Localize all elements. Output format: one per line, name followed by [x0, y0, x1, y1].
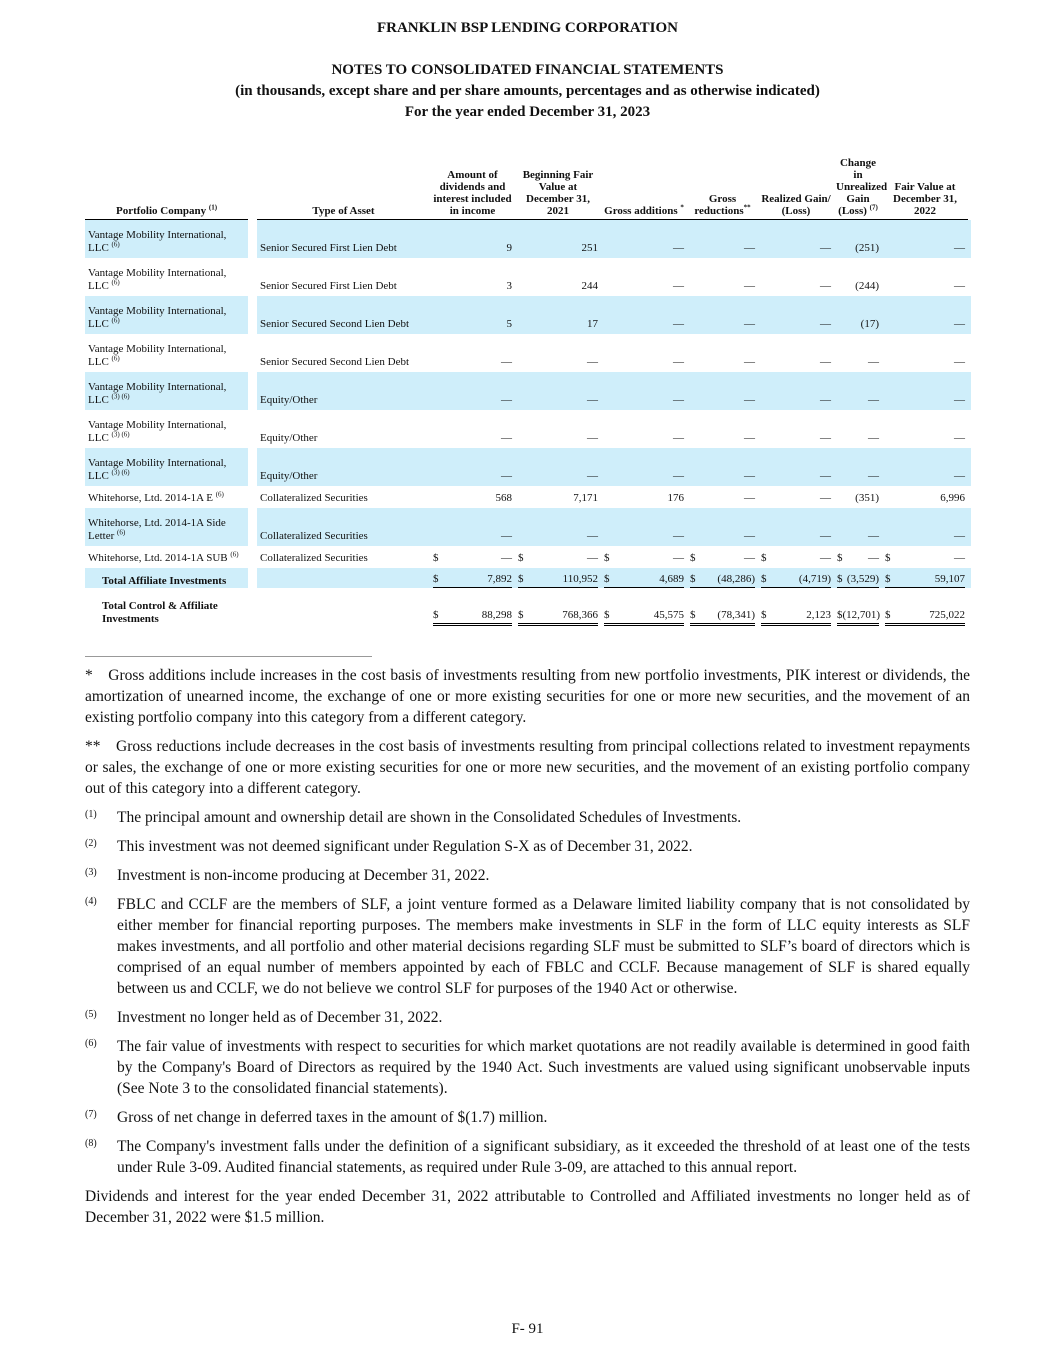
cell-fv: —: [882, 508, 968, 546]
cell-add: $ —: [604, 552, 684, 564]
cell-red: —: [687, 220, 758, 259]
footnote-mark: (2): [85, 838, 97, 849]
page-number: F- 91: [511, 1321, 544, 1337]
footnotes: [85, 665, 970, 1236]
footnote-text: Investment no longer held as of December 31, 2022.: [117, 1009, 443, 1026]
cell-add: —: [673, 280, 684, 292]
total-div: $ 7,892: [430, 568, 515, 588]
cell-add: —: [601, 220, 687, 259]
asset-type: Senior Secured Second Lien Debt: [260, 356, 410, 368]
col-header-realized: Realized Gain/ (Loss): [758, 157, 834, 220]
total-label: Total Affiliate Investments: [85, 568, 248, 588]
cell-real: —: [820, 432, 831, 444]
total-div: $ 88,298: [430, 588, 515, 626]
col-header-type: Type of Asset: [257, 157, 430, 220]
footnote-item: [85, 1136, 970, 1178]
cell-unreal: (251): [834, 220, 882, 259]
footnote-text: Gross of net change in deferred taxes in the amount of $(1.7) million.: [117, 1109, 548, 1126]
cell-add: —: [601, 372, 687, 410]
cell-div: 5: [430, 296, 515, 334]
footnote-item: [85, 894, 970, 999]
cell-red: —: [687, 448, 758, 486]
footnote-text: The fair value of investments with respect to securities for which market quotations are not readily available is determined in good faith by the Company's Board of Directors as required by the 1940 Act. Such investments are valued using significant unobservable inputs (See Note 3 to the consolidated financial statements).: [117, 1038, 970, 1097]
cell-beg: —: [515, 372, 601, 410]
cell-div: 3: [506, 280, 512, 292]
table-row: [85, 508, 971, 546]
cell-unreal: (17): [834, 296, 882, 334]
cell-beg: —: [515, 448, 601, 486]
cell-fv: —: [954, 432, 965, 444]
cell-red: —: [744, 280, 755, 292]
company-name: FRANKLIN BSP LENDING CORPORATION: [376, 20, 678, 36]
cell-fv: —: [882, 220, 968, 259]
table-header-row: [85, 157, 971, 220]
cell-real: —: [758, 296, 834, 334]
total-add: $ 4,689: [601, 568, 687, 588]
total-unreal: $ (12,701): [834, 588, 882, 626]
cell-real: —: [758, 508, 834, 546]
cell-add: —: [601, 448, 687, 486]
cell-div: $ —: [433, 552, 512, 564]
cell-beg: $ —: [518, 552, 598, 564]
portfolio-company: Vantage Mobility International, LLC $^{(6)}$: [85, 296, 248, 334]
footnote-mark: (8): [85, 1138, 97, 1149]
note-gross-additions: * Gross additions include increases in the cost basis of investments resulting from new portfolio investments, PIK interest or dividends, the amortization of unearned income, the exchange of one or more existing securities for one or more new securities, and the movement of an existing portfolio company into this category from a different category.: [85, 667, 970, 726]
cell-red: —: [687, 508, 758, 546]
note-gross-reductions: ** Gross reductions include decreases in the cost basis of investments resulting from principal collections related to investment repayments or sales, the exchange of one or more existing securities for one or more new securities, and the movement of an existing portfolio company out of this category into a different category.: [85, 738, 970, 797]
total-fv: $ 59,107: [882, 568, 968, 588]
cell-beg: 17: [515, 296, 601, 334]
cell-fv: —: [882, 296, 968, 334]
cell-red: $ —: [690, 552, 755, 564]
asset-type: Senior Secured First Lien Debt: [260, 280, 397, 292]
asset-type: Senior Secured Second Lien Debt: [257, 296, 430, 334]
total-fv: $ 725,022: [882, 588, 968, 626]
asset-type: Equity/Other: [257, 372, 430, 410]
footnote-text: The Company's investment falls under the definition of a significant subsidiary, as it exceeded the threshold of at least one of the tests under Rule 3-09. Audited financial statements, as required under Rule 3-09, are attached to this annual report.: [117, 1138, 970, 1176]
cell-beg: 7,171: [573, 492, 598, 504]
asset-type: Equity/Other: [257, 448, 430, 486]
col-header-unrealized: Change in Unrealized Gain (Loss) $^{(7)}$: [834, 157, 882, 220]
total-unreal: $ (3,529): [834, 568, 882, 588]
cell-real: —: [820, 356, 831, 368]
cell-beg: 251: [515, 220, 601, 259]
cell-fv: —: [954, 280, 965, 292]
cell-unreal: —: [868, 432, 879, 444]
portfolio-company: Vantage Mobility International, LLC $^{(6)}$: [88, 267, 227, 292]
cell-fv: —: [882, 372, 968, 410]
table-row: [85, 486, 971, 508]
asset-type: Senior Secured First Lien Debt: [257, 220, 430, 259]
col-header-fair-value: Fair Value at December 31, 2022: [882, 157, 968, 220]
cell-beg: —: [515, 508, 601, 546]
table-row: [85, 334, 971, 372]
col-header-reductions: Gross reductions**: [687, 157, 758, 220]
table-row: [85, 296, 971, 334]
table-row: [85, 372, 971, 410]
total-label: Total Control & Affiliate Investments: [102, 600, 218, 625]
footnote-text: Investment is non-income producing at December 31, 2022.: [117, 867, 490, 884]
cell-red: —: [744, 432, 755, 444]
total-row-affiliate: [85, 568, 971, 588]
cell-real: —: [758, 448, 834, 486]
footnote-divider: [85, 656, 372, 657]
cell-real: —: [758, 372, 834, 410]
footnote-item: [85, 836, 970, 857]
cell-unreal: —: [834, 448, 882, 486]
footnote-item: [85, 865, 970, 886]
cell-add: —: [673, 432, 684, 444]
footnote-item: [85, 1036, 970, 1099]
total-beg: $ 768,366: [515, 588, 601, 626]
cell-red: —: [744, 492, 755, 504]
cell-unreal: —: [834, 372, 882, 410]
portfolio-company: Whitehorse, Ltd. 2014-1A E $^{(6)}$: [88, 490, 224, 504]
portfolio-company: Vantage Mobility International, LLC $^{(3) (6)}$: [85, 448, 248, 486]
cell-fv: —: [954, 356, 965, 368]
total-add: $ 45,575: [601, 588, 687, 626]
footnote-mark: (7): [85, 1109, 97, 1120]
period-label: For the year ended December 31, 2023: [404, 104, 651, 120]
cell-div: —: [501, 356, 512, 368]
cell-beg: —: [587, 432, 598, 444]
cell-fv: $ —: [885, 552, 965, 564]
table-row: [85, 410, 971, 448]
cell-red: —: [687, 296, 758, 334]
section-subtitle: (in thousands, except share and per share amounts, percentages and as otherwise indicated): [235, 83, 820, 99]
cell-div: 568: [495, 492, 512, 504]
portfolio-company: Whitehorse, Ltd. 2014-1A SUB $^{(6)}$: [88, 550, 239, 564]
total-beg: $ 110,952: [515, 568, 601, 588]
cell-div: —: [430, 508, 515, 546]
footnote-item: [85, 807, 970, 828]
total-row-control: [85, 588, 971, 626]
investments-table: [85, 157, 971, 626]
portfolio-company: Vantage Mobility International, LLC $^{(6)}$: [88, 343, 227, 368]
total-real: $ 2,123: [758, 588, 834, 626]
cell-real: —: [758, 220, 834, 259]
total-red: $ (78,341): [687, 588, 758, 626]
asset-type: Equity/Other: [260, 432, 318, 444]
portfolio-company: Vantage Mobility International, LLC $^{(6)}$: [85, 220, 248, 259]
footnote-mark: (4): [85, 896, 97, 907]
cell-beg: 244: [581, 280, 598, 292]
cell-unreal: —: [868, 356, 879, 368]
cell-real: —: [820, 280, 831, 292]
cell-red: —: [744, 356, 755, 368]
cell-unreal: (244): [855, 280, 879, 292]
footnote-mark: (1): [85, 809, 97, 820]
table-row: [85, 220, 971, 259]
portfolio-company: Vantage Mobility International, LLC $^{(3) (6)}$: [88, 419, 227, 444]
table-row: [85, 546, 971, 568]
cell-div: —: [501, 432, 512, 444]
portfolio-company: Vantage Mobility International, LLC $^{(3) (6)}$: [85, 372, 248, 410]
table-row: [85, 258, 971, 296]
cell-unreal: —: [834, 508, 882, 546]
footnote-item: [85, 1107, 970, 1128]
cell-unreal: $ —: [837, 552, 879, 564]
table-row: [85, 448, 971, 486]
cell-unreal: (351): [855, 492, 879, 504]
cell-fv: 6,996: [940, 492, 965, 504]
col-header-additions: Gross additions *: [601, 157, 687, 220]
cell-div: —: [430, 448, 515, 486]
footnote-mark: (6): [85, 1038, 97, 1049]
asset-type: Collateralized Securities: [257, 508, 430, 546]
cell-add: —: [601, 508, 687, 546]
footnote-text: FBLC and CCLF are the members of SLF, a joint venture formed as a Delaware limited liability company that is not consolidated by either member for financial reporting purposes. The members make investments in SLF in the form of LLC equity interests as SLF makes investments, and all portfolio and other material decisions regarding SLF must be submitted to SLF’s board of directors which is comprised of an equal number of members appointed by each of FBLC and CCLF. Because management of SLF is shared equally between us and CCLF, we do not believe we control SLF for purposes of the 1940 Act or otherwise.: [117, 896, 970, 997]
total-real: $ (4,719): [758, 568, 834, 588]
col-header-company: Portfolio Company $^{(1)}$: [85, 157, 248, 220]
cell-div: 9: [430, 220, 515, 259]
section-title: NOTES TO CONSOLIDATED FINANCIAL STATEMENTS: [331, 62, 724, 78]
cell-div: —: [430, 372, 515, 410]
footnote-text: The principal amount and ownership detail are shown in the Consolidated Schedules of Investments.: [117, 809, 742, 826]
cell-real: —: [820, 492, 831, 504]
col-header-dividends: Amount of dividends and interest included in income: [430, 157, 515, 220]
cell-real: $ —: [761, 552, 831, 564]
cell-fv: —: [882, 448, 968, 486]
col-header-beginning: Beginning Fair Value at December 31, 2021: [515, 157, 601, 220]
cell-add: —: [601, 296, 687, 334]
asset-type: Collateralized Securities: [260, 552, 368, 564]
total-red: $ (48,286): [687, 568, 758, 588]
cell-beg: —: [587, 356, 598, 368]
cell-red: —: [687, 372, 758, 410]
cell-add: —: [673, 356, 684, 368]
footnote-item: [85, 1007, 970, 1028]
footnote-mark: (3): [85, 867, 97, 878]
footnote-text: This investment was not deemed significant under Regulation S-X as of December 31, 2022.: [117, 838, 693, 855]
footnote-mark: (5): [85, 1009, 97, 1020]
closing-note: Dividends and interest for the year ended December 31, 2022 attributable to Controlled and Affiliated investments no longer held as of December 31, 2022 were $1.5 million.: [85, 1188, 970, 1226]
cell-add: 176: [667, 492, 684, 504]
portfolio-company: Whitehorse, Ltd. 2014-1A Side Letter $^{(6)}$: [85, 508, 248, 546]
asset-type: Collateralized Securities: [260, 492, 368, 504]
